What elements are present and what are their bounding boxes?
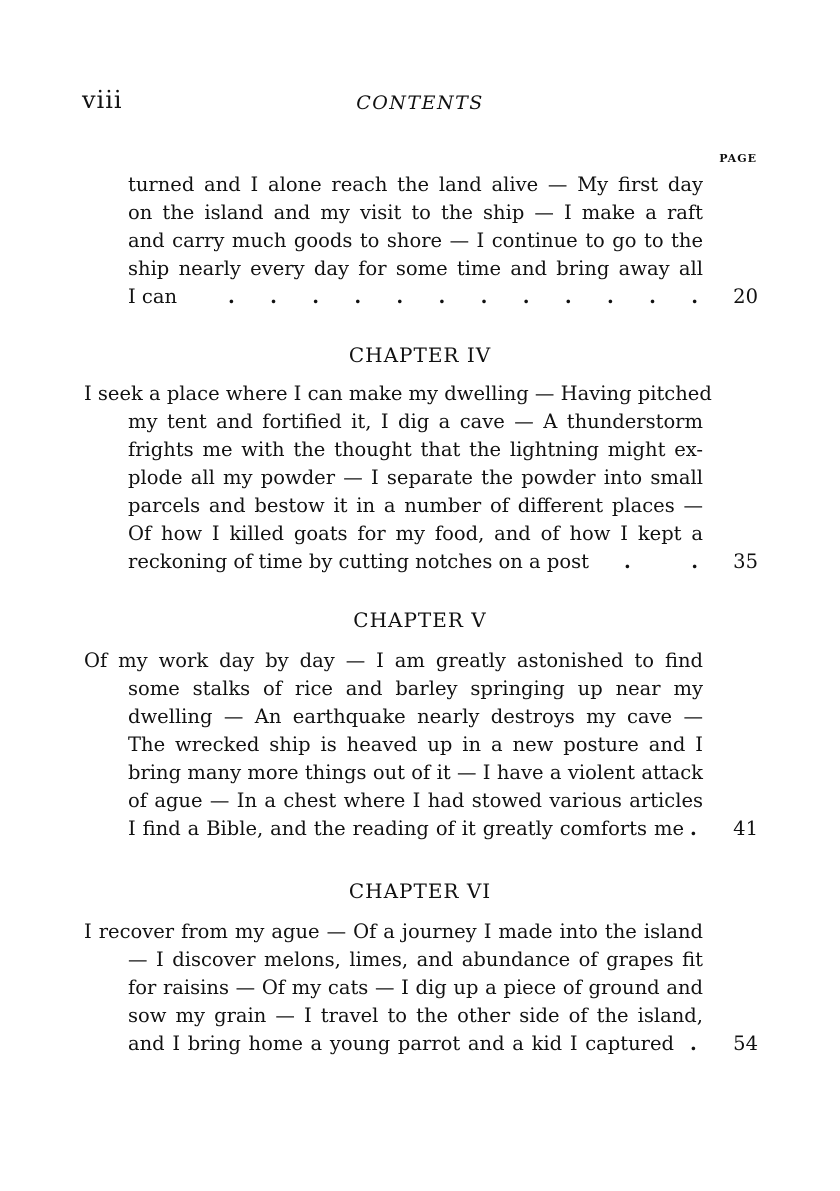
toc-line: plode all my powder — I separate the powder into small	[128, 466, 703, 489]
toc-line: dwelling — An earthquake nearly destroys my cave —	[128, 705, 703, 728]
toc-line: frights me with the thought that the lightning might ex-	[128, 438, 703, 461]
toc-line: and carry much goods to shore — I continue to go to the	[128, 229, 703, 252]
toc-line: reckoning of time by cutting notches on a post . . 35	[0, 548, 840, 576]
toc-line: bring many more things out of it — I have a violent attack	[128, 761, 703, 784]
toc-line: The wrecked ship is heaved up in a new posture and I	[128, 733, 703, 756]
toc-line: Of my work day by day — I am greatly astonished to find	[84, 649, 703, 672]
page-number: 35	[733, 550, 758, 573]
toc-line: for raisins — Of my cats — I dig up a piece of ground and	[128, 976, 703, 999]
dot-leaders: .	[690, 1032, 697, 1055]
toc-line: — I discover melons, limes, and abundance of grapes fit	[128, 948, 703, 971]
chapter-heading: CHAPTER VI	[348, 879, 492, 903]
page-column-label: PAGE	[719, 152, 757, 165]
toc-line: sow my grain — I travel to the other side of the island,	[128, 1004, 703, 1027]
toc-line: some stalks of rice and barley springing up near my	[128, 677, 703, 700]
toc-line: I find a Bible, and the reading of it greatly comforts me . 41	[0, 815, 840, 843]
toc-line: turned and I alone reach the land alive — My first day	[128, 173, 703, 196]
running-head: CONTENTS	[356, 92, 484, 114]
toc-line: my tent and fortified it, I dig a cave — A thunderstorm	[128, 410, 703, 433]
chapter-heading: CHAPTER V	[353, 608, 487, 632]
toc-line: on the island and my visit to the ship — I make a raft	[128, 201, 703, 224]
dot-leaders: .	[690, 817, 697, 840]
toc-line: I seek a place where I can make my dwelling — Having pitched	[84, 382, 712, 405]
toc-line: Of how I killed goats for my food, and of how I kept a	[128, 522, 703, 545]
toc-line: I recover from my ague — Of a journey I made into the island	[84, 920, 703, 943]
dot-leaders: . .	[624, 550, 698, 573]
toc-line: of ague — In a chest where I had stowed various articles	[128, 789, 703, 812]
page-number: 20	[733, 285, 758, 308]
folio-page-number: viii	[82, 86, 123, 114]
page-number: 54	[733, 1032, 758, 1055]
toc-line: ship nearly every day for some time and bring away all	[128, 257, 703, 280]
toc-line: I can . . . . . . . . . . . . 20	[0, 283, 840, 311]
chapter-heading: CHAPTER IV	[348, 343, 492, 367]
toc-line: and I bring home a young parrot and a kid I captured . 54	[0, 1030, 840, 1058]
page-number: 41	[733, 817, 758, 840]
dot-leaders: . . . . . . . . . . . .	[228, 285, 698, 308]
toc-line: parcels and bestow it in a number of different places —	[128, 494, 703, 517]
